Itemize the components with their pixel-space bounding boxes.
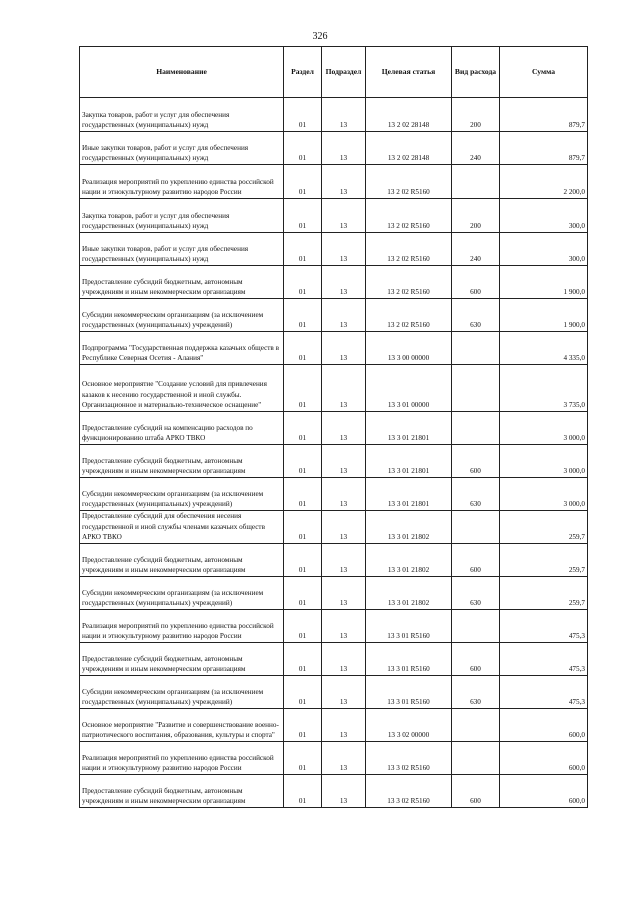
row-section: 01 bbox=[284, 610, 322, 643]
row-section: 01 bbox=[284, 478, 322, 511]
row-expense-type bbox=[452, 165, 500, 199]
row-section: 01 bbox=[284, 577, 322, 610]
row-target-article: 13 3 01 21801 bbox=[366, 412, 452, 445]
row-target-article: 13 2 02 R5160 bbox=[366, 233, 452, 266]
table-row bbox=[80, 132, 588, 165]
row-sum: 3 000,0 bbox=[500, 412, 588, 445]
row-target-article: 13 3 01 21802 bbox=[366, 511, 452, 544]
row-subsection: 13 bbox=[322, 299, 366, 332]
row-subsection: 13 bbox=[322, 165, 366, 199]
row-name: Реализация мероприятий по укреплению единства российской нации и этнокультурному развитию народов России bbox=[80, 742, 284, 775]
header-sum: Сумма bbox=[500, 47, 588, 98]
row-sum: 3 000,0 bbox=[500, 445, 588, 478]
row-expense-type bbox=[452, 742, 500, 775]
row-sum: 300,0 bbox=[500, 199, 588, 233]
row-subsection: 13 bbox=[322, 544, 366, 577]
table-row bbox=[80, 233, 588, 266]
row-expense-type: 240 bbox=[452, 233, 500, 266]
row-expense-type: 630 bbox=[452, 577, 500, 610]
header-section: Раздел bbox=[284, 47, 322, 98]
row-expense-type: 600 bbox=[452, 544, 500, 577]
row-expense-type bbox=[452, 412, 500, 445]
row-subsection: 13 bbox=[322, 742, 366, 775]
row-name: Предоставление субсидий бюджетным, автономным учреждениям и иным некоммерческим организациям bbox=[80, 643, 284, 676]
row-sum: 475,3 bbox=[500, 610, 588, 643]
row-section: 01 bbox=[284, 676, 322, 709]
table-row bbox=[80, 610, 588, 643]
row-section: 01 bbox=[284, 299, 322, 332]
row-subsection: 13 bbox=[322, 412, 366, 445]
row-sum: 879,7 bbox=[500, 98, 588, 132]
row-name: Субсидии некоммерческим организациям (за исключением государственных (муниципальных) учреждений) bbox=[80, 478, 284, 511]
row-name: Предоставление субсидий бюджетным, автономным учреждениям и иным некоммерческим организациям bbox=[80, 445, 284, 478]
row-subsection: 13 bbox=[322, 643, 366, 676]
row-sum: 4 335,0 bbox=[500, 332, 588, 365]
row-name: Реализация мероприятий по укреплению единства российской нации и этнокультурному развитию народов России bbox=[80, 165, 284, 199]
row-expense-type bbox=[452, 511, 500, 544]
row-section: 01 bbox=[284, 266, 322, 299]
row-target-article: 13 3 02 00000 bbox=[366, 709, 452, 742]
row-subsection: 13 bbox=[322, 266, 366, 299]
row-subsection: 13 bbox=[322, 511, 366, 544]
header-target-article: Целевая статья bbox=[366, 47, 452, 98]
row-expense-type bbox=[452, 332, 500, 365]
row-section: 01 bbox=[284, 412, 322, 445]
row-section: 01 bbox=[284, 365, 322, 412]
table-body bbox=[80, 98, 588, 808]
row-subsection: 13 bbox=[322, 365, 366, 412]
row-expense-type: 600 bbox=[452, 445, 500, 478]
table-row bbox=[80, 299, 588, 332]
row-name: Закупка товаров, работ и услуг для обеспечения государственных (муниципальных) нужд bbox=[80, 199, 284, 233]
row-name: Иные закупки товаров, работ и услуг для обеспечения государственных (муниципальных) нужд bbox=[80, 233, 284, 266]
row-section: 01 bbox=[284, 199, 322, 233]
row-subsection: 13 bbox=[322, 445, 366, 478]
header-name: Наименование bbox=[80, 47, 284, 98]
row-target-article: 13 3 01 21802 bbox=[366, 577, 452, 610]
row-sum: 259,7 bbox=[500, 577, 588, 610]
row-subsection: 13 bbox=[322, 775, 366, 808]
row-name: Подпрограмма "Государственная поддержка казачьих обществ в Республике Северная Осетия - Алания" bbox=[80, 332, 284, 365]
row-section: 01 bbox=[284, 709, 322, 742]
row-expense-type: 600 bbox=[452, 266, 500, 299]
row-section: 01 bbox=[284, 643, 322, 676]
row-target-article: 13 3 02 R5160 bbox=[366, 775, 452, 808]
table-row bbox=[80, 365, 588, 412]
row-section: 01 bbox=[284, 511, 322, 544]
row-expense-type: 600 bbox=[452, 643, 500, 676]
row-subsection: 13 bbox=[322, 478, 366, 511]
row-name: Основное мероприятие "Создание условий для привлечения казаков к несению государственной и иной службы. Организационное и материально-техническое оснащение" bbox=[80, 365, 284, 412]
table-row bbox=[80, 577, 588, 610]
table-row bbox=[80, 775, 588, 808]
table-row bbox=[80, 643, 588, 676]
row-target-article: 13 3 01 21801 bbox=[366, 478, 452, 511]
row-sum: 259,7 bbox=[500, 511, 588, 544]
table-row bbox=[80, 478, 588, 511]
row-expense-type: 600 bbox=[452, 775, 500, 808]
row-subsection: 13 bbox=[322, 577, 366, 610]
row-section: 01 bbox=[284, 332, 322, 365]
row-target-article: 13 3 01 21802 bbox=[366, 544, 452, 577]
table-row bbox=[80, 98, 588, 132]
row-target-article: 13 3 00 00000 bbox=[366, 332, 452, 365]
row-name: Предоставление субсидий на компенсацию расходов по функционированию штаба АРКО ТВКО bbox=[80, 412, 284, 445]
row-expense-type: 630 bbox=[452, 676, 500, 709]
row-target-article: 13 2 02 R5160 bbox=[366, 266, 452, 299]
row-name: Субсидии некоммерческим организациям (за исключением государственных (муниципальных) учреждений) bbox=[80, 676, 284, 709]
row-target-article: 13 2 02 28148 bbox=[366, 98, 452, 132]
row-target-article: 13 2 02 R5160 bbox=[366, 199, 452, 233]
row-name: Предоставление субсидий бюджетным, автономным учреждениям и иным некоммерческим организациям bbox=[80, 544, 284, 577]
row-expense-type bbox=[452, 610, 500, 643]
row-expense-type: 630 bbox=[452, 299, 500, 332]
row-sum: 475,3 bbox=[500, 643, 588, 676]
row-section: 01 bbox=[284, 98, 322, 132]
row-section: 01 bbox=[284, 165, 322, 199]
row-name: Субсидии некоммерческим организациям (за исключением государственных (муниципальных) учреждений) bbox=[80, 577, 284, 610]
row-sum: 1 900,0 bbox=[500, 266, 588, 299]
row-target-article: 13 2 02 R5160 bbox=[366, 299, 452, 332]
table-header-row bbox=[80, 47, 588, 98]
row-target-article: 13 3 01 R5160 bbox=[366, 610, 452, 643]
table-row bbox=[80, 266, 588, 299]
row-subsection: 13 bbox=[322, 233, 366, 266]
table-row bbox=[80, 199, 588, 233]
row-expense-type: 200 bbox=[452, 98, 500, 132]
row-name: Предоставление субсидий бюджетным, автономным учреждениям и иным некоммерческим организациям bbox=[80, 775, 284, 808]
row-subsection: 13 bbox=[322, 709, 366, 742]
row-subsection: 13 bbox=[322, 98, 366, 132]
row-target-article: 13 3 02 R5160 bbox=[366, 742, 452, 775]
row-expense-type bbox=[452, 365, 500, 412]
row-name: Закупка товаров, работ и услуг для обеспечения государственных (муниципальных) нужд bbox=[80, 98, 284, 132]
budget-table bbox=[79, 46, 588, 808]
row-target-article: 13 2 02 28148 bbox=[366, 132, 452, 165]
table-row bbox=[80, 165, 588, 199]
table-row bbox=[80, 412, 588, 445]
row-section: 01 bbox=[284, 742, 322, 775]
row-section: 01 bbox=[284, 233, 322, 266]
row-section: 01 bbox=[284, 445, 322, 478]
table-row bbox=[80, 676, 588, 709]
row-name: Иные закупки товаров, работ и услуг для обеспечения государственных (муниципальных) нужд bbox=[80, 132, 284, 165]
row-subsection: 13 bbox=[322, 610, 366, 643]
row-sum: 3 735,0 bbox=[500, 365, 588, 412]
row-expense-type: 630 bbox=[452, 478, 500, 511]
header-subsection: Подраздел bbox=[322, 47, 366, 98]
row-section: 01 bbox=[284, 544, 322, 577]
row-subsection: 13 bbox=[322, 132, 366, 165]
table-row bbox=[80, 332, 588, 365]
row-expense-type: 200 bbox=[452, 199, 500, 233]
row-name: Реализация мероприятий по укреплению единства российской нации и этнокультурному развитию народов России bbox=[80, 610, 284, 643]
row-name: Субсидии некоммерческим организациям (за исключением государственных (муниципальных) учреждений) bbox=[80, 299, 284, 332]
row-section: 01 bbox=[284, 132, 322, 165]
row-section: 01 bbox=[284, 775, 322, 808]
header-expense-type: Вид расхода bbox=[452, 47, 500, 98]
row-sum: 600,0 bbox=[500, 775, 588, 808]
row-sum: 600,0 bbox=[500, 709, 588, 742]
row-subsection: 13 bbox=[322, 332, 366, 365]
row-target-article: 13 3 01 21801 bbox=[366, 445, 452, 478]
row-sum: 3 000,0 bbox=[500, 478, 588, 511]
table-row bbox=[80, 511, 588, 544]
row-subsection: 13 bbox=[322, 676, 366, 709]
row-sum: 475,3 bbox=[500, 676, 588, 709]
row-expense-type: 240 bbox=[452, 132, 500, 165]
row-target-article: 13 3 01 R5160 bbox=[366, 676, 452, 709]
row-sum: 879,7 bbox=[500, 132, 588, 165]
row-sum: 1 900,0 bbox=[500, 299, 588, 332]
table-row bbox=[80, 445, 588, 478]
row-subsection: 13 bbox=[322, 199, 366, 233]
row-target-article: 13 3 01 00000 bbox=[366, 365, 452, 412]
row-target-article: 13 3 01 R5160 bbox=[366, 643, 452, 676]
row-name: Предоставление субсидий для обеспечения несения государственной и иной службы членами казачьих обществ АРКО ТВКО bbox=[80, 511, 284, 544]
page-number: 326 bbox=[312, 31, 328, 42]
table-row bbox=[80, 742, 588, 775]
table-row bbox=[80, 544, 588, 577]
row-name: Предоставление субсидий бюджетным, автономным учреждениям и иным некоммерческим организациям bbox=[80, 266, 284, 299]
row-name: Основное мероприятие "Развитие и совершенствование военно-патриотического воспитания, образования, культуры и спорта" bbox=[80, 709, 284, 742]
row-target-article: 13 2 02 R5160 bbox=[366, 165, 452, 199]
table-row bbox=[80, 709, 588, 742]
row-sum: 2 200,0 bbox=[500, 165, 588, 199]
row-expense-type bbox=[452, 709, 500, 742]
row-sum: 300,0 bbox=[500, 233, 588, 266]
row-sum: 259,7 bbox=[500, 544, 588, 577]
row-sum: 600,0 bbox=[500, 742, 588, 775]
